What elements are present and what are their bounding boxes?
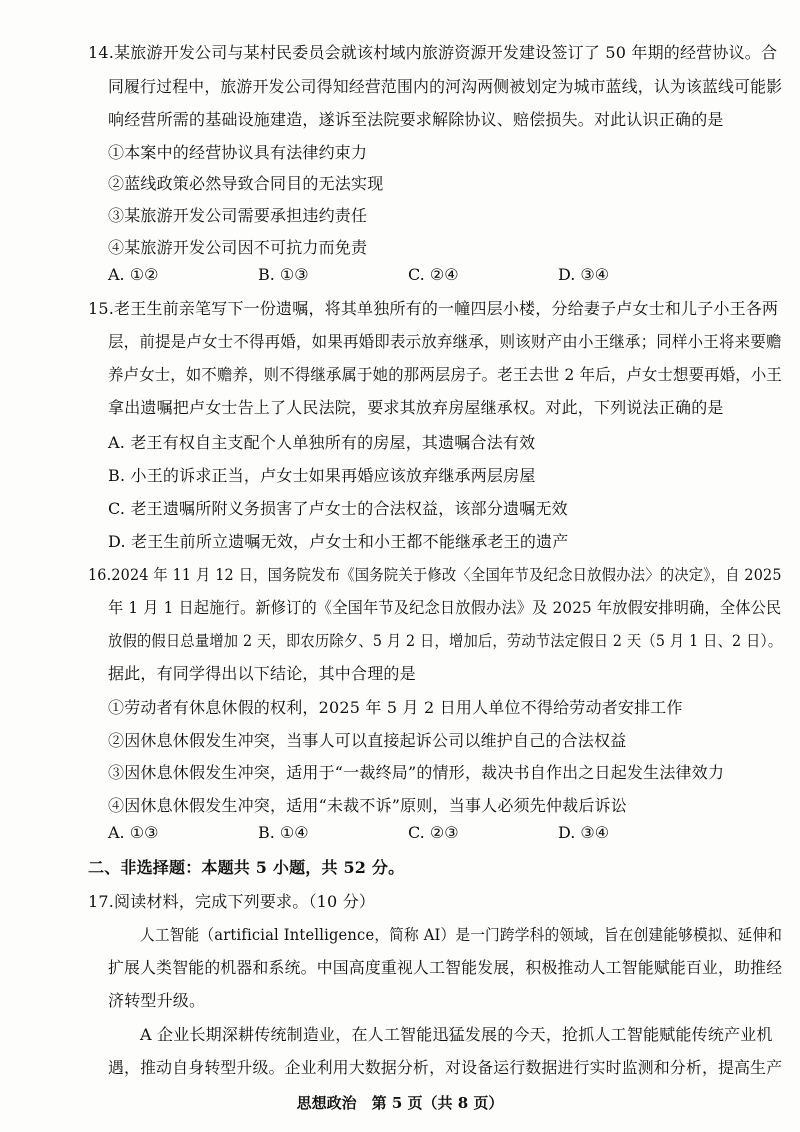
q16-stem-line-3: 放假的假日总量增加 2 天，即农历除夕、5 月 2 日，增加后，劳动节法定假日 2 天（5 月 1 日、2 日）。 bbox=[108, 632, 783, 650]
q14-stem-line-3: 响经营所需的基础设施建造，遂诉至法院要求解除协议、赔偿损失。对此认识正确的是 bbox=[108, 110, 724, 129]
q17-material-para1-line3: 济转型升级。 bbox=[108, 991, 206, 1010]
q16-option-d: D. ③④ bbox=[558, 823, 610, 842]
q16-statement-2: ②因休息休假发生冲突，当事人可以直接起诉公司以维护自己的合法权益 bbox=[108, 731, 627, 750]
q17-heading: 17.阅读材料，完成下列要求。（10 分） bbox=[88, 892, 376, 911]
q15-stem-line-4: 拿出遗嘱把卢女士告上了人民法院，要求其放弃房屋继承权。对此，下列说法正确的是 bbox=[108, 398, 724, 417]
q14-statement-3: ③某旅游开发公司需要承担违约责任 bbox=[108, 206, 368, 225]
q15-stem-line-3: 养卢女士，如不赡养，则不得继承属于她的那两层房子。老王去世 2 年后，卢女士想要再婚，小王 bbox=[108, 365, 783, 384]
q14-option-d: D. ③④ bbox=[558, 265, 610, 284]
q14-stem-line-1: 14.某旅游开发公司与某村民委员会就该村域内旅游资源开发建设签订了 50 年期的经营协议。合 bbox=[88, 43, 778, 62]
q17-material-para1-line2: 扩展人类智能的机器和系统。中国高度重视人工智能发展，积极推动人工智能赋能百业，助推经 bbox=[108, 958, 783, 977]
q14-statement-1: ①本案中的经营协议具有法律约束力 bbox=[108, 143, 368, 162]
q17-material-para2-line2: 遇，推动自身转型升级。企业利用大数据分析，对设备运行数据进行实时监测和分析，提高生产 bbox=[108, 1058, 783, 1077]
page-footer: 思想政治 第 5 页（共 8 页） bbox=[296, 1094, 504, 1112]
q16-statement-3: ③因休息休假发生冲突，适用于“一裁终局”的情形，裁决书自作出之日起发生法律效力 bbox=[108, 763, 725, 782]
q17-material-para2-line1: A 企业长期深耕传统制造业，在人工智能迅猛发展的今天，抢抓人工智能赋能传统产业机 bbox=[140, 1025, 773, 1044]
section-2-heading: 二、非选择题：本题共 5 小题，共 52 分。 bbox=[88, 858, 405, 877]
q16-stem-line-4: 据此，有同学得出以下结论，其中合理的是 bbox=[108, 664, 416, 683]
q16-option-a: A. ①③ bbox=[108, 823, 159, 842]
q16-statement-1: ①劳动者有休息休假的权利，2025 年 5 月 2 日用人单位不得给劳动者安排工作 bbox=[108, 698, 683, 717]
q15-option-a: A. 老王有权自主支配个人单独所有的房屋，其遗嘱合法有效 bbox=[108, 433, 536, 452]
q16-option-c: C. ②③ bbox=[408, 823, 459, 842]
q14-statement-4: ④某旅游开发公司因不可抗力而免责 bbox=[108, 238, 368, 257]
q14-option-a: A. ①② bbox=[108, 265, 159, 284]
q16-option-b: B. ①④ bbox=[258, 823, 309, 842]
q15-option-c: C. 老王遗嘱所附义务损害了卢女士的合法权益，该部分遗嘱无效 bbox=[108, 499, 568, 518]
q15-option-d: D. 老王生前所立遗嘱无效，卢女士和小王都不能继承老王的遗产 bbox=[108, 532, 569, 551]
q15-option-b: B. 小王的诉求正当，卢女士如果再婚应该放弃继承两层房屋 bbox=[108, 466, 536, 485]
q14-option-c: C. ②④ bbox=[408, 265, 459, 284]
q14-option-b: B. ①③ bbox=[258, 265, 309, 284]
q16-statement-4: ④因休息休假发生冲突，适用“未裁不诉”原则，当事人必须先仲裁后诉讼 bbox=[108, 796, 627, 815]
q14-stem-line-2: 同履行过程中，旅游开发公司得知经营范围内的河沟两侧被划定为城市蓝线，认为该蓝线可能影 bbox=[108, 77, 783, 96]
q14-statement-2: ②蓝线政策必然导致合同目的无法实现 bbox=[108, 174, 384, 193]
q16-stem-line-1: 16.2024 年 11 月 12 日，国务院发布《国务院关于修改〈全国年节及纪念日放假办法〉的决定》，自 2025 bbox=[88, 566, 782, 584]
q16-stem-line-2: 年 1 月 1 日起施行。新修订的《全国年节及纪念日放假办法》及 2025 年放假安排明确，全体公民 bbox=[108, 598, 782, 617]
q15-stem-line-2: 层，前提是卢女士不得再婚，如果再婚即表示放弃继承，则该财产由小王继承；同样小王将来要赡 bbox=[108, 332, 782, 351]
q17-material-para1-line1: 人工智能（artificial Intelligence，简称 AI）是一门跨学科的领域，旨在创建能够模拟、延伸和 bbox=[140, 926, 783, 944]
q15-stem-line-1: 15.老王生前亲笔写下一份遗嘱，将其单独所有的一幢四层小楼，分给妻子卢女士和儿子小王各两 bbox=[88, 299, 779, 318]
